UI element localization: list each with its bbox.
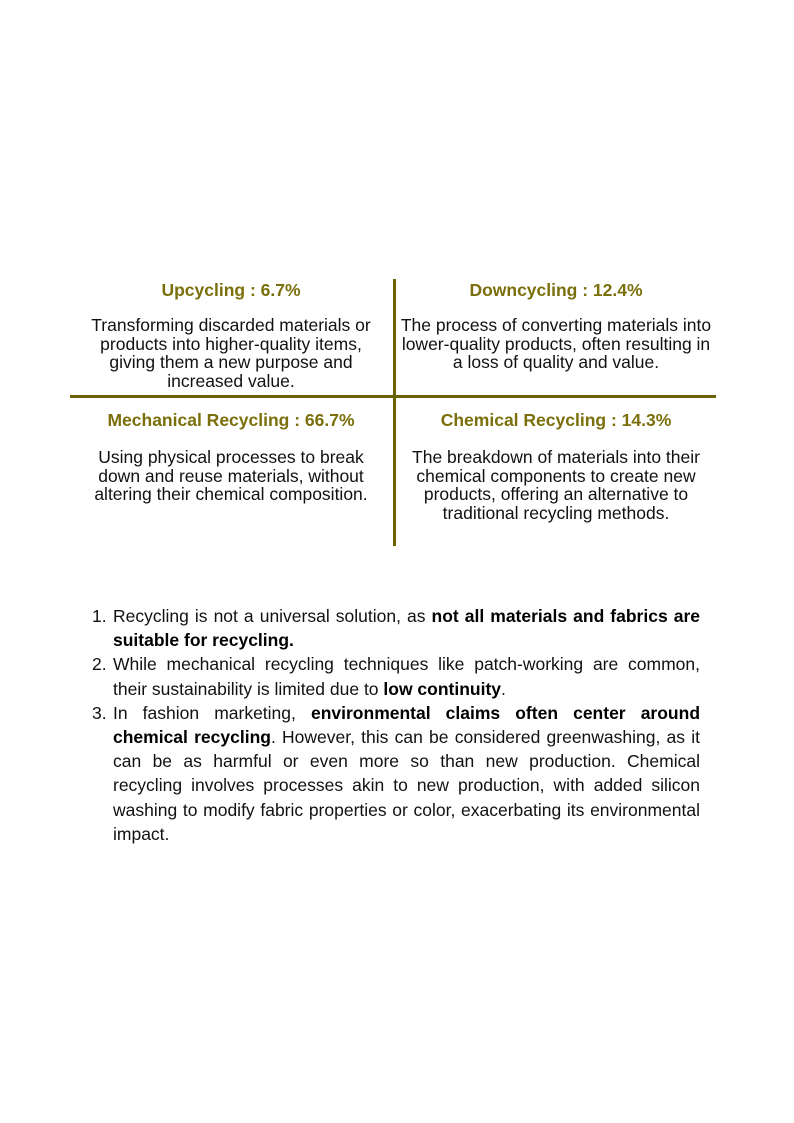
point-text: . [501, 678, 506, 699]
category-title: Chemical Recycling : 14.3% [440, 410, 672, 430]
point-emphasis: not all materials and fabrics are suitable for recycling. [113, 606, 700, 651]
category-title: Downcycling : 12.4% [469, 280, 643, 300]
vertical-divider [393, 279, 396, 546]
point-number: 1. [92, 606, 107, 626]
key-point [92, 604, 700, 652]
horizontal-divider [70, 395, 716, 398]
category-downcycling [398, 279, 714, 372]
point-number: 2. [92, 654, 107, 675]
category-title: Mechanical Recycling : 66.7% [107, 410, 355, 430]
category-title: Upcycling : 6.7% [161, 280, 301, 300]
point-text: Recycling is not a universal solution, as [113, 606, 432, 626]
point-emphasis: environmental claims often center around chemical recycling [113, 702, 701, 748]
category-mechanical-recycling [78, 409, 384, 504]
point-number: 3. [92, 702, 107, 723]
recycling-categories-grid [70, 276, 716, 548]
category-description: The breakdown of materials into their chemical components to create new products, offering an alternative to traditional recycling methods. [412, 447, 700, 523]
point-text: While mechanical recycling techniques like patch-working are common, their sustainability is limited due to [113, 654, 700, 699]
point-emphasis: low continuity [383, 678, 502, 699]
point-text: In fashion marketing, [113, 702, 311, 723]
category-description: Using physical processes to break down and reuse materials, without altering their chemical composition. [94, 447, 368, 505]
key-point [92, 701, 700, 846]
category-description: Transforming discarded materials or products into higher-quality items, giving them a new purpose and increased value. [91, 315, 371, 391]
category-chemical-recycling [398, 409, 714, 522]
category-description: The process of converting materials into lower-quality products, often resulting in a loss of quality and value. [400, 315, 712, 373]
category-upcycling [78, 279, 384, 390]
key-points-list [92, 604, 700, 846]
key-point [92, 652, 700, 700]
point-text: . However, this can be considered greenwashing, as it can be as harmful or even more so than new production. Chemical recycling involves processes akin to new production, with added silicon washing to modify fabric properties or color, exacerbating its environmental impact. [113, 727, 700, 844]
